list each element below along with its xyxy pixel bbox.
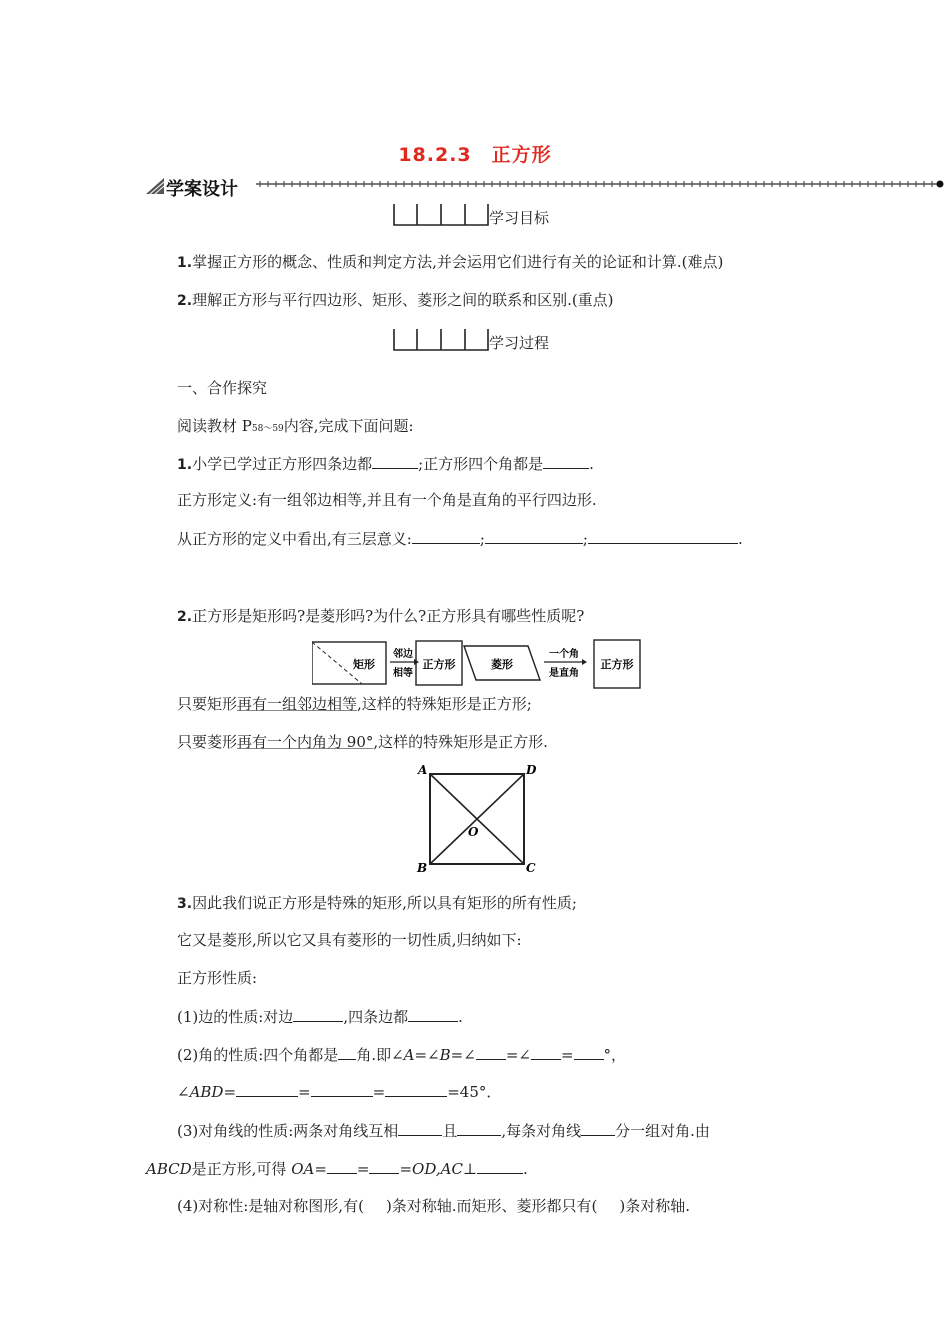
- arrow-adjacent-equal: [390, 647, 419, 679]
- p2-text-b: 角.即∠: [356, 1046, 404, 1064]
- p2-angle-a: A: [403, 1046, 415, 1064]
- answer-blank[interactable]: [581, 1120, 615, 1136]
- answer-blank[interactable]: [338, 1044, 356, 1060]
- question-1: [177, 453, 594, 475]
- p3b-end: .: [523, 1160, 528, 1178]
- p3b-eq: =: [356, 1160, 370, 1178]
- answer-blank[interactable]: [412, 528, 480, 544]
- square1-label: 正方形: [422, 658, 456, 671]
- read-pre: 阅读教材 P: [177, 417, 252, 435]
- rhom-line-underlined: 再有一个内角为 90°: [237, 733, 374, 751]
- banner-dotted-line: [256, 176, 944, 192]
- p3b-abcd: ABCD: [146, 1160, 192, 1178]
- p4-text-a: (4)对称性:是轴对称图形,有(: [177, 1197, 364, 1215]
- p3b-od: =OD,: [399, 1160, 441, 1178]
- property-symmetry: [177, 1196, 690, 1216]
- rhombus-condition: [177, 732, 548, 752]
- p3b-ac: AC: [440, 1160, 463, 1178]
- page-title: 18.2.3 正方形: [398, 144, 552, 166]
- three-meanings: [177, 528, 743, 549]
- meaning-sep: ;: [479, 530, 485, 548]
- p2b-angle-sign: ∠: [177, 1083, 190, 1101]
- p2b-eq: =: [223, 1083, 237, 1101]
- meaning-text: 从正方形的定义中看出,有三层意义:: [177, 530, 412, 548]
- heading-bracket-icon: [393, 329, 489, 351]
- p1-text-c: .: [458, 1008, 463, 1026]
- meaning-sep: ;: [582, 530, 588, 548]
- answer-blank[interactable]: [408, 1006, 458, 1022]
- q2-num: 2.: [177, 609, 193, 625]
- banner-triangle-icon: [144, 177, 166, 195]
- arrow1-bottom-label: 相等: [393, 668, 413, 679]
- rhom-line-a: 只要菱形: [177, 733, 238, 751]
- goal-item-1: [177, 252, 723, 273]
- section-banner: [144, 173, 944, 199]
- answer-blank[interactable]: [236, 1081, 298, 1097]
- property-angles: [177, 1044, 626, 1065]
- square-abcd-figure: [416, 762, 544, 874]
- q1-text-c: .: [589, 455, 594, 473]
- answer-blank[interactable]: [457, 1120, 501, 1136]
- p3-text-c: ,每条对角线: [501, 1122, 582, 1140]
- answer-blank[interactable]: [398, 1120, 442, 1136]
- answer-blank[interactable]: [543, 453, 589, 469]
- answer-blank[interactable]: [476, 1044, 506, 1060]
- answer-blank[interactable]: [311, 1081, 373, 1097]
- meaning-end: .: [737, 530, 743, 548]
- arrow1-top-label: 邻边: [393, 649, 413, 660]
- property-diagonals-cont: [146, 1158, 528, 1179]
- answer-blank[interactable]: [485, 528, 583, 544]
- p2b-eq: =: [298, 1083, 311, 1101]
- vertex-label-b: B: [417, 861, 428, 874]
- q3-num: 3.: [177, 896, 193, 912]
- p1-text-b: ,四条边都: [343, 1008, 409, 1026]
- q2-text: 正方形是矩形吗?是菱形吗?为什么?正方形具有哪些性质呢?: [192, 607, 585, 625]
- goal-1-text: 掌握正方形的概念、性质和判定方法,并会运用它们进行有关的论证和计算.(难点): [192, 253, 724, 271]
- center-label-o: O: [468, 825, 479, 839]
- goals-heading-label: 学习目标: [489, 209, 550, 227]
- p2-eq: =∠: [505, 1046, 531, 1064]
- read-pages: 58～59: [251, 424, 284, 434]
- square2-label: 正方形: [600, 658, 634, 671]
- banner-label: 学案设计: [166, 179, 238, 200]
- rhombus-shape: [464, 646, 540, 680]
- question-3: [177, 893, 577, 914]
- p2-eq: =∠: [450, 1046, 476, 1064]
- p2-eq: =: [560, 1046, 574, 1064]
- p3-text-a: (3)对角线的性质:两条对角线互相: [177, 1122, 399, 1140]
- p3-text-b: 且: [442, 1122, 458, 1140]
- rect-line-underlined: 再有一组邻边相等: [237, 695, 358, 713]
- p2-text-a: (2)角的性质:四个角都是: [177, 1046, 339, 1064]
- arrow-right-angle: [544, 647, 587, 679]
- p2b-abd: ABD: [189, 1083, 224, 1101]
- answer-blank[interactable]: [327, 1158, 357, 1174]
- answer-blank[interactable]: [385, 1081, 447, 1097]
- goal-2-text: 理解正方形与平行四边形、矩形、菱形之间的联系和区别.(重点): [192, 291, 614, 309]
- goal-1-num: 1.: [177, 255, 193, 271]
- property-angle-abd: [177, 1081, 501, 1102]
- p3b-oa: OA: [291, 1160, 315, 1178]
- p4-text-c: )条对称轴.: [619, 1197, 691, 1215]
- p2-eq: =∠: [414, 1046, 440, 1064]
- vertex-label-c: C: [526, 861, 536, 874]
- q1-text-a: 小学已学过正方形四条边都: [192, 455, 373, 473]
- answer-blank[interactable]: [372, 453, 418, 469]
- answer-blank[interactable]: [369, 1158, 399, 1174]
- p2b-eq: =: [372, 1083, 386, 1101]
- arrow2-top-label: 一个角: [549, 649, 579, 660]
- rect-line-b: ,这样的特殊矩形是正方形;: [357, 695, 532, 713]
- goal-2-num: 2.: [177, 293, 193, 309]
- p2-angle-b: B: [439, 1046, 451, 1064]
- q3-text: 因此我们说正方形是特殊的矩形,所以具有矩形的所有性质;: [192, 894, 577, 912]
- arrow2-bottom-label: 是直角: [549, 668, 579, 679]
- properties-heading: 正方形性质:: [177, 969, 258, 987]
- p3b-perp: ⊥: [462, 1160, 478, 1178]
- vertex-label-a: A: [418, 763, 428, 777]
- goal-item-2: [177, 290, 614, 311]
- q1-text-b: ;正方形四个角都是: [418, 455, 544, 473]
- heading-bracket-icon: [393, 204, 489, 226]
- answer-blank[interactable]: [531, 1044, 561, 1060]
- p3-text-d: 分一组对角.由: [615, 1122, 710, 1140]
- square-box-1: [416, 641, 462, 685]
- rhombus-label: 菱形: [491, 658, 513, 671]
- process-heading-label: 学习过程: [489, 334, 550, 352]
- rectangle-condition: [177, 694, 532, 714]
- answer-blank[interactable]: [588, 528, 738, 544]
- question-2: [177, 606, 584, 627]
- p3b-eq: =: [314, 1160, 327, 1178]
- read-post: 内容,完成下面问题:: [283, 417, 414, 435]
- answer-blank[interactable]: [574, 1044, 604, 1060]
- rectangle-shape: [312, 642, 386, 684]
- square-box-2: [594, 640, 640, 688]
- p2b-end: =45°．: [447, 1083, 502, 1101]
- property-sides: [177, 1006, 463, 1027]
- p3b-text-a: 是正方形,可得: [191, 1160, 292, 1178]
- read-instruction: [177, 416, 414, 439]
- rhombus-properties-intro: 它又是菱形,所以它又具有菱形的一切性质,归纳如下:: [177, 931, 522, 949]
- square-definition: 正方形定义:有一组邻边相等,并且有一个角是直角的平行四边形.: [177, 491, 597, 509]
- rect-rhombus-square-diagram: [312, 638, 642, 690]
- rect-line-a: 只要矩形: [177, 695, 238, 713]
- p1-text-a: (1)边的性质:对边: [177, 1008, 294, 1026]
- vertex-label-d: D: [526, 763, 537, 777]
- p4-text-b: )条对称轴.而矩形、菱形都只有(: [385, 1197, 598, 1215]
- rectangle-label: 矩形: [353, 658, 375, 671]
- answer-blank[interactable]: [293, 1006, 343, 1022]
- q1-num: 1.: [177, 457, 193, 473]
- section-1-title: 一、合作探究: [177, 379, 268, 397]
- property-diagonals: [177, 1120, 710, 1141]
- p2-degree: °，: [603, 1046, 627, 1064]
- rhom-line-b: ,这样的特殊矩形是正方形.: [373, 733, 548, 751]
- answer-blank[interactable]: [477, 1158, 523, 1174]
